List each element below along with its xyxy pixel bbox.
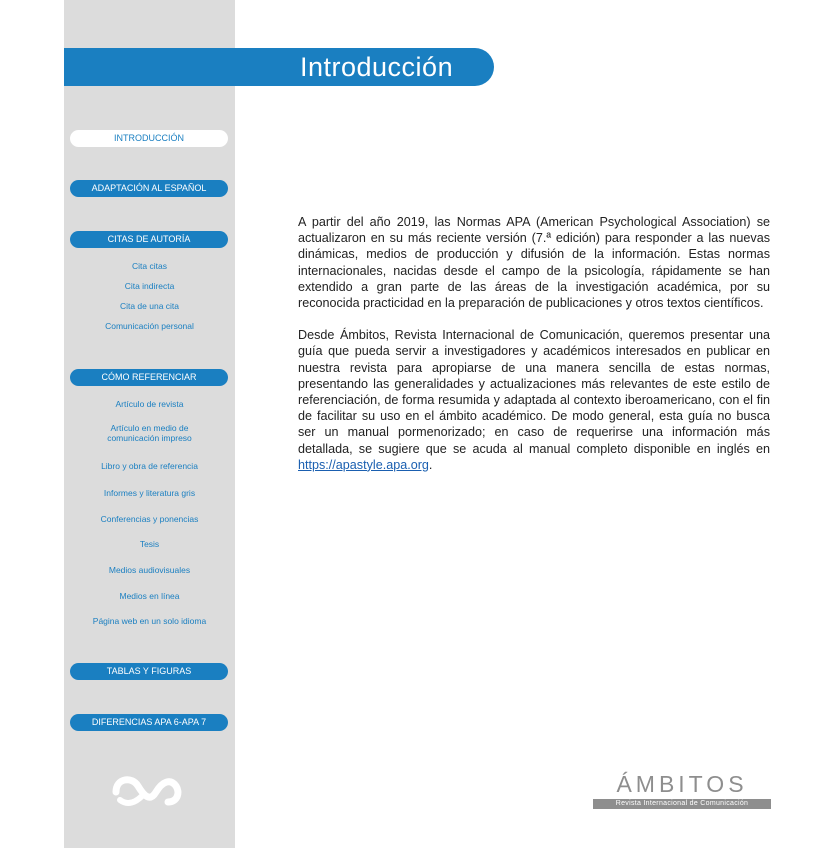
nav-introduccion[interactable]: INTRODUCCIÓN [70, 130, 228, 147]
nav-pagina-web[interactable]: Página web en un solo idioma [92, 616, 207, 626]
brand-subtitle: Revista Internacional de Comunicación [593, 799, 771, 809]
nav-medios-en-linea[interactable]: Medios en línea [119, 591, 180, 601]
apa-style-link[interactable]: https://apastyle.apa.org [298, 457, 429, 472]
nav-articulo-revista[interactable]: Artículo de revista [115, 399, 184, 409]
nav-cita-citas[interactable]: Cita citas [132, 261, 167, 271]
nav-tesis[interactable]: Tesis [139, 539, 160, 549]
nav-cita-de-cita[interactable]: Cita de una cita [119, 301, 180, 311]
nav-libro[interactable]: Libro y obra de referencia [101, 461, 198, 471]
nav-comunicacion-personal[interactable]: Comunicación personal [105, 321, 194, 331]
page-title: Introducción [300, 52, 454, 82]
paragraph-1: A partir del año 2019, las Normas APA (American Psychological Association) se actualizaron en su más reciente versión (7.ª edición) para responder a las nuevas dinámicas, medios de producción y difusión de la información. Estas normas internacionales, nacidas desde el campo de la psicología, rápidamente se han extendido a gran parte de las áreas de la investigación académica, por su reconocida practicidad en la preparación de publicaciones y otros textos científicos. [298, 215, 770, 311]
paragraph-2-text: Desde Ámbitos, Revista Internacional de Comunicación, queremos presentar una guía que pueda servir a investigadores y académicos interesados en publicar en nuestra revista para apropiarse de una manera sencilla de estas normas, presentando las generalidades y actualizaciones más relevantes de este estilo de referenciación, de forma resumida y adaptada al contexto iberoamericano, con el fin de facilitar su uso en el ámbito académico. De modo general, esta guía no busca ser un manual pormenorizado; en caso de requerirse una información más detallada, se sugiere que se acuda al manual completo disponible en inglés en [298, 328, 770, 456]
nav-tablas[interactable]: TABLAS Y FIGURAS [70, 663, 228, 680]
nav-articulo-medio[interactable]: Artículo en medio de comunicación impreso [107, 423, 192, 443]
nav-informes[interactable]: Informes y literatura gris [103, 488, 196, 498]
brand-name: ÁMBITOS [616, 771, 748, 797]
nav-cita-indirecta[interactable]: Cita indirecta [124, 281, 175, 291]
nav-conferencias[interactable]: Conferencias y ponencias [100, 514, 199, 524]
nav-adaptacion[interactable]: ADAPTACIÓN AL ESPAÑOL [70, 180, 228, 197]
nav-medios-audiovisuales[interactable]: Medios audiovisuales [108, 565, 191, 575]
nav-como-referenciar[interactable]: CÓMO REFERENCIAR [70, 369, 228, 386]
nav-citas[interactable]: CITAS DE AUTORÍA [70, 231, 228, 248]
ambitos-logo-mark [110, 772, 190, 810]
paragraph-2 [298, 327, 770, 473]
nav-diferencias[interactable]: DIFERENCIAS APA 6-APA 7 [70, 714, 228, 731]
paragraph-2-end: . [428, 457, 433, 472]
body-text [298, 214, 770, 473]
ambitos-brand [593, 770, 771, 809]
